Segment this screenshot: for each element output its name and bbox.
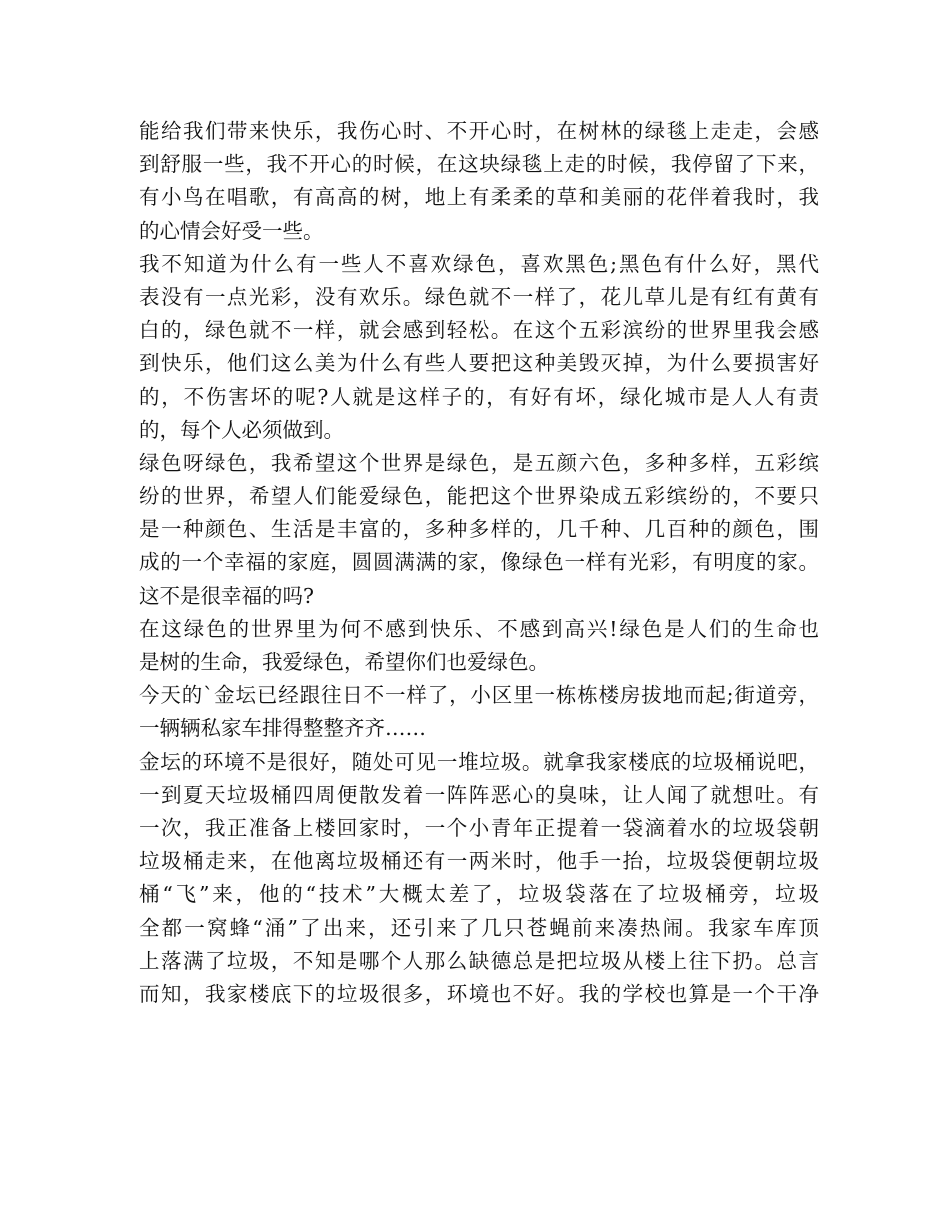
text-line: 金坛的环境不是很好，随处可见一堆垃圾。就拿我家楼底的垃圾桶说吧， — [139, 749, 819, 774]
text-line: 垃圾桶走来，在他离垃圾桶还有一两米时，他手一抬，垃圾袋便朝垃圾 — [139, 849, 819, 874]
text-line: 成的一个幸福的家庭，圆圆满满的家，像绿色一样有光彩，有明度的家。 — [139, 550, 819, 575]
text-line: 全都一窝蜂“涌”了出来，还引来了几只苍蝇前来凑热闹。我家车库顶 — [139, 915, 819, 940]
text-line: 白的，绿色就不一样，就会感到轻松。在这个五彩滨纷的世界里我会感 — [139, 318, 819, 343]
text-line: 能给我们带来快乐，我伤心时、不开心时，在树林的绿毯上走走，会感 — [139, 119, 819, 143]
document-body — [139, 115, 819, 1011]
text-line: 的心情会好受一些。 — [139, 218, 324, 243]
text-line: 一到夏天垃圾桶四周便散发着一阵阵恶心的臭味，让人闻了就想吐。有 — [139, 782, 819, 807]
text-line: 的，每个人必须做到。 — [139, 417, 344, 442]
text-line: 表没有一点光彩，没有欢乐。绿色就不一样了，花儿草儿是有红有黄有 — [139, 284, 819, 309]
text-line: 一辆辆私家车排得整整齐齐…… — [139, 716, 426, 741]
text-line: 在这绿色的世界里为何不感到快乐、不感到高兴!绿色是人们的生命也 — [139, 616, 819, 641]
text-line: 桶“飞”来，他的“技术”大概太差了，垃圾袋落在了垃圾桶旁，垃圾 — [139, 882, 819, 907]
text-line: 有小鸟在唱歌，有高高的树，地上有柔柔的草和美丽的花伴着我时，我 — [139, 185, 819, 210]
text-line: 一次，我正准备上楼回家时，一个小青年正提着一袋滴着水的垃圾袋朝 — [139, 815, 819, 840]
text-line: 到快乐，他们这么美为什么有些人要把这种美毁灭掉，为什么要损害好 — [139, 351, 819, 376]
text-line: 到舒服一些，我不开心的时候，在这块绿毯上走的时候，我停留了下来， — [139, 152, 819, 177]
text-line: 纷的世界，希望人们能爱绿色，能把这个世界染成五彩缤纷的，不要只 — [139, 484, 819, 509]
text-line: 的，不伤害坏的呢?人就是这样子的，有好有坏，绿化城市是人人有责 — [139, 384, 819, 409]
text-line: 上落满了垃圾，不知是哪个人那么缺德总是把垃圾从楼上往下扔。总言 — [139, 948, 819, 973]
text-line: 绿色呀绿色，我希望这个世界是绿色，是五颜六色，多种多样，五彩缤 — [139, 450, 819, 475]
text-line: 这不是很幸福的吗? — [139, 583, 314, 608]
text-line: 而知，我家楼底下的垃圾很多，环境也不好。我的学校也算是一个干净 — [139, 981, 819, 1006]
text-line: 我不知道为什么有一些人不喜欢绿色，喜欢黑色;黑色有什么好，黑代 — [139, 251, 819, 276]
text-line: 今天的`金坛已经跟往日不一样了，小区里一栋栋楼房拔地而起;街道旁， — [139, 683, 819, 708]
text-line: 是树的生命，我爱绿色，希望你们也爱绿色。 — [139, 650, 549, 674]
text-line: 是一种颜色、生活是丰富的，多种多样的，几千种、几百种的颜色，围 — [139, 517, 819, 542]
